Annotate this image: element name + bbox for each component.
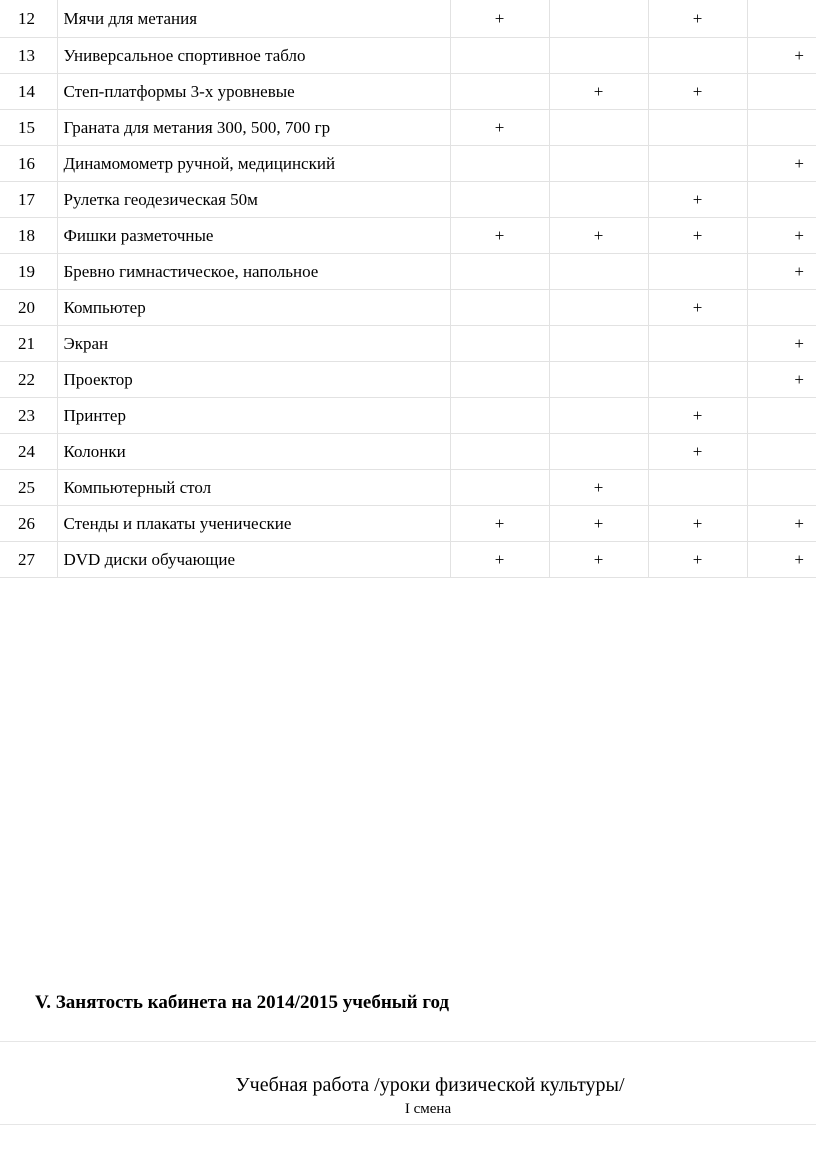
table-row: [0, 505, 816, 541]
table-row: [0, 361, 816, 397]
availability-mark-col-3: +: [648, 433, 747, 469]
availability-mark-col-3: [648, 37, 747, 73]
availability-mark-col-2: +: [549, 469, 648, 505]
availability-mark-col-4: +: [747, 217, 816, 253]
equipment-name: Степ-платформы 3-х уровневые: [57, 73, 450, 109]
availability-mark-col-1: [450, 433, 549, 469]
availability-mark-col-1: +: [450, 217, 549, 253]
availability-mark-col-4: +: [747, 253, 816, 289]
availability-mark-col-4: +: [747, 361, 816, 397]
availability-mark-col-3: [648, 109, 747, 145]
table-row: [0, 397, 816, 433]
table-row: [0, 253, 816, 289]
availability-mark-col-2: +: [549, 217, 648, 253]
availability-mark-col-4: [747, 469, 816, 505]
availability-mark-col-2: [549, 253, 648, 289]
availability-mark-col-2: +: [549, 541, 648, 577]
availability-mark-col-4: +: [747, 505, 816, 541]
row-number: 15: [0, 109, 57, 145]
availability-mark-col-3: [648, 145, 747, 181]
table-row: [0, 0, 816, 37]
availability-mark-col-1: [450, 325, 549, 361]
table-row: [0, 145, 816, 181]
row-number: 12: [0, 0, 57, 37]
availability-mark-col-2: [549, 37, 648, 73]
availability-mark-col-3: +: [648, 289, 747, 325]
equipment-name: Стенды и плакаты ученические: [57, 505, 450, 541]
availability-mark-col-4: [747, 289, 816, 325]
table-row: [0, 181, 816, 217]
equipment-name: Фишки разметочные: [57, 217, 450, 253]
availability-mark-col-3: [648, 361, 747, 397]
availability-mark-col-3: [648, 253, 747, 289]
table-row: [0, 541, 816, 577]
section-title: V. Занятость кабинета на 2014/2015 учебный год: [35, 992, 450, 1013]
row-number: 27: [0, 541, 57, 577]
availability-mark-col-3: +: [648, 73, 747, 109]
availability-mark-col-1: +: [450, 541, 549, 577]
availability-mark-col-1: [450, 73, 549, 109]
row-number: 21: [0, 325, 57, 361]
table-row: [0, 73, 816, 109]
work-title: Учебная работа /уроки физической культуры/: [235, 1074, 625, 1096]
shift-title: I смена: [404, 1101, 452, 1117]
availability-mark-col-3: +: [648, 505, 747, 541]
availability-mark-col-3: [648, 469, 747, 505]
row-number: 14: [0, 73, 57, 109]
row-number: 24: [0, 433, 57, 469]
availability-mark-col-4: [747, 73, 816, 109]
availability-mark-col-2: +: [549, 505, 648, 541]
availability-mark-col-4: [747, 109, 816, 145]
availability-mark-col-1: +: [450, 0, 549, 37]
availability-mark-col-4: [747, 0, 816, 37]
availability-mark-col-4: +: [747, 37, 816, 73]
availability-mark-col-4: [747, 397, 816, 433]
availability-mark-col-3: +: [648, 541, 747, 577]
availability-mark-col-2: [549, 145, 648, 181]
row-number: 25: [0, 469, 57, 505]
availability-mark-col-3: +: [648, 397, 747, 433]
availability-mark-col-3: +: [648, 0, 747, 37]
availability-mark-col-2: [549, 0, 648, 37]
equipment-name: Принтер: [57, 397, 450, 433]
equipment-name: Рулетка геодезическая 50м: [57, 181, 450, 217]
equipment-name: Экран: [57, 325, 450, 361]
availability-mark-col-2: [549, 433, 648, 469]
availability-mark-col-1: [450, 289, 549, 325]
availability-mark-col-4: +: [747, 145, 816, 181]
row-number: 16: [0, 145, 57, 181]
equipment-name: DVD диски обучающие: [57, 541, 450, 577]
row-number: 20: [0, 289, 57, 325]
equipment-name: Проектор: [57, 361, 450, 397]
equipment-name: Мячи для метания: [57, 0, 450, 37]
table-row: [0, 217, 816, 253]
divider-bottom: [0, 1124, 816, 1125]
availability-mark-col-2: [549, 181, 648, 217]
table-row: [0, 37, 816, 73]
equipment-name: Колонки: [57, 433, 450, 469]
divider-top: [0, 1041, 816, 1042]
availability-mark-col-1: [450, 181, 549, 217]
availability-mark-col-4: +: [747, 325, 816, 361]
availability-mark-col-4: [747, 433, 816, 469]
row-number: 22: [0, 361, 57, 397]
availability-mark-col-1: [450, 397, 549, 433]
equipment-name: Компьютерный стол: [57, 469, 450, 505]
table-row: [0, 433, 816, 469]
equipment-name: Динамомометр ручной, медицинский: [57, 145, 450, 181]
equipment-name: Универсальное спортивное табло: [57, 37, 450, 73]
availability-mark-col-1: [450, 253, 549, 289]
equipment-name: Граната для метания 300, 500, 700 гр: [57, 109, 450, 145]
availability-mark-col-2: [549, 289, 648, 325]
availability-mark-col-2: [549, 397, 648, 433]
availability-mark-col-3: +: [648, 181, 747, 217]
table-row: [0, 469, 816, 505]
row-number: 23: [0, 397, 57, 433]
table-row: [0, 109, 816, 145]
availability-mark-col-1: [450, 145, 549, 181]
availability-mark-col-2: [549, 325, 648, 361]
availability-mark-col-2: [549, 361, 648, 397]
availability-mark-col-3: [648, 325, 747, 361]
row-number: 17: [0, 181, 57, 217]
row-number: 19: [0, 253, 57, 289]
availability-mark-col-1: [450, 469, 549, 505]
availability-mark-col-1: [450, 361, 549, 397]
availability-mark-col-4: [747, 181, 816, 217]
availability-mark-col-2: +: [549, 73, 648, 109]
row-number: 26: [0, 505, 57, 541]
availability-mark-col-3: +: [648, 217, 747, 253]
equipment-name: Компьютер: [57, 289, 450, 325]
table-row: [0, 325, 816, 361]
availability-mark-col-2: [549, 109, 648, 145]
equipment-name: Бревно гимнастическое, напольное: [57, 253, 450, 289]
row-number: 13: [0, 37, 57, 73]
availability-mark-col-1: [450, 37, 549, 73]
availability-mark-col-1: +: [450, 109, 549, 145]
availability-mark-col-1: +: [450, 505, 549, 541]
availability-mark-col-4: +: [747, 541, 816, 577]
row-number: 18: [0, 217, 57, 253]
table-row: [0, 289, 816, 325]
